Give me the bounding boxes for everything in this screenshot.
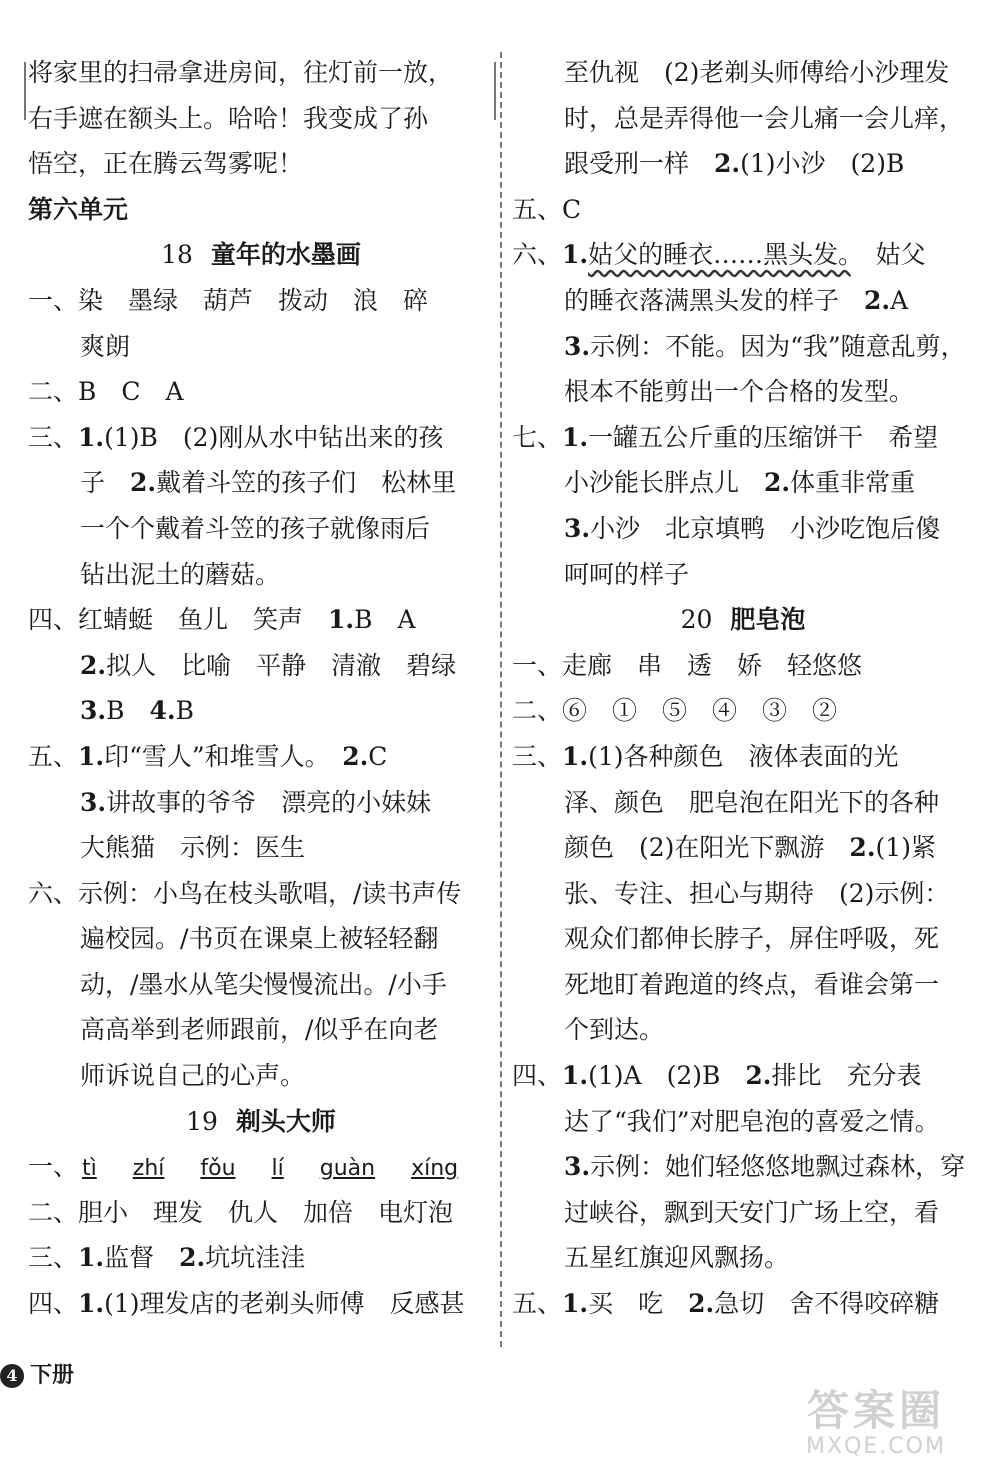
text-line: 爽朗 bbox=[80, 331, 131, 361]
text-line: 2.拟人 比喻 平静 清澈 碧绿 bbox=[80, 650, 457, 680]
watermark-url: MXQE.COM bbox=[806, 1434, 946, 1459]
left-column bbox=[28, 50, 494, 1327]
text-line: 四、1.(1)A (2)B 2.排比 充分表 bbox=[512, 1061, 922, 1091]
watermark-text: 答案圈 bbox=[806, 1386, 945, 1435]
text-line: 高高举到老师跟前，/似乎在向老 bbox=[80, 1015, 439, 1045]
text-line: 师诉说自己的心声。 bbox=[80, 1061, 306, 1091]
column-divider bbox=[500, 52, 502, 1347]
pinyin-item: tì bbox=[82, 1156, 97, 1182]
text-line: 五、1.买 吃 2.急切 舍不得咬碎糖 bbox=[512, 1289, 940, 1319]
pinyin-line: 一、 tì zhí fǒu lí guàn xíng bbox=[28, 1144, 494, 1190]
unit-heading: 第六单元 bbox=[28, 194, 129, 224]
text-line: 呵呵的样子 bbox=[564, 559, 690, 589]
text-line: 根本不能剪出一个合格的发型。 bbox=[564, 377, 915, 407]
text-line: 动，/墨水从笔尖慢慢流出。/小手 bbox=[80, 969, 447, 999]
volume-label: 下册 bbox=[30, 1362, 75, 1388]
text-line: 泽、颜色 肥皂泡在阳光下的各种 bbox=[564, 787, 940, 817]
text-line: 二、B C A bbox=[28, 377, 184, 407]
pinyin-item: fǒu bbox=[200, 1156, 236, 1182]
pinyin-item: zhí bbox=[132, 1156, 165, 1182]
lesson-20-title: 20 肥皂泡 bbox=[680, 605, 806, 635]
text-line: 子 2.戴着斗笠的孩子们 松林里 bbox=[80, 468, 457, 498]
text-line: 时，总是弄得他一会儿痛一会儿痒， bbox=[564, 103, 965, 133]
text-line: 三、1.(1)B (2)刚从水中钻出来的孩 bbox=[28, 422, 444, 452]
text-line: 3.小沙 北京填鸭 小沙吃饱后傻 bbox=[564, 513, 941, 543]
right-column bbox=[512, 50, 974, 1327]
text-line: 三、1.监督 2.坑坑洼洼 bbox=[28, 1243, 306, 1273]
text-line: 五星红旗迎风飘扬。 bbox=[564, 1243, 790, 1273]
pinyin-item: lí bbox=[271, 1156, 284, 1182]
lesson-18-title: 18 童年的水墨画 bbox=[161, 240, 361, 270]
text-line: 跟受刑一样 2.(1)小沙 (2)B bbox=[564, 149, 905, 179]
wavy-underlined-text: 姑父的睡衣……黑头发。 bbox=[588, 240, 851, 270]
lesson-19-title: 19 剃头大师 bbox=[186, 1106, 336, 1136]
text-line: 一个个戴着斗笠的孩子就像雨后 bbox=[80, 513, 431, 543]
text-line: 六、1.姑父的睡衣……黑头发。 姑父 bbox=[512, 240, 926, 270]
text-line: 三、1.(1)各种颜色 液体表面的光 bbox=[512, 741, 899, 771]
text-line: 的睡衣落满黑头发的样子 2.A bbox=[564, 285, 909, 315]
text-line: 钻出泥土的蘑菇。 bbox=[80, 559, 281, 589]
text-line: 遍校园。/书页在课桌上被轻轻翻 bbox=[80, 924, 439, 954]
text-line: 个到达。 bbox=[564, 1015, 665, 1045]
text-line: 一、染 墨绿 葫芦 拨动 浪 碎 bbox=[28, 285, 429, 315]
text-line: 二、胆小 理发 仇人 加倍 电灯泡 bbox=[28, 1197, 454, 1227]
pinyin-item: xíng bbox=[411, 1156, 459, 1182]
watermark bbox=[768, 1388, 984, 1460]
text-line: 四、红蜻蜓 鱼儿 笑声 1.B A bbox=[28, 605, 416, 635]
text-line: 3.示例：她们轻悠悠地飘过森林，穿 bbox=[564, 1152, 966, 1182]
text-line: 悟空，正在腾云驾雾呢！ bbox=[28, 149, 304, 179]
text-line: 四、1.(1)理发店的老剃头师傅 反感甚 bbox=[28, 1289, 465, 1319]
text-line: 3.B 4.B bbox=[80, 696, 194, 726]
text-line: 右手遮在额头上。哈哈！我变成了孙 bbox=[28, 103, 429, 133]
left-margin-bar bbox=[24, 62, 26, 120]
text-line: 一、走廊 串 透 娇 轻悠悠 bbox=[512, 650, 863, 680]
text-line: 3.讲故事的爷爷 漂亮的小妹妹 bbox=[80, 787, 432, 817]
text-line: 至仇视 (2)老剃头师傅给小沙理发 bbox=[564, 58, 950, 87]
pinyin-item: guàn bbox=[319, 1156, 376, 1182]
text-line: 二、⑥ ① ⑤ ④ ③ ② bbox=[512, 696, 838, 726]
text-line: 小沙能长胖点儿 2.体重非常重 bbox=[564, 468, 916, 498]
text-line: 大熊猫 示例：医生 bbox=[80, 833, 306, 863]
text-line: 3.示例：不能。因为“我”随意乱剪， bbox=[564, 331, 966, 361]
page-footer bbox=[0, 1358, 74, 1389]
text-line: 七、1.一罐五公斤重的压缩饼干 希望 bbox=[512, 422, 939, 452]
text-line: 达了“我们”对肥皂泡的喜爱之情。 bbox=[564, 1106, 940, 1136]
text-line: 五、1.印“雪人”和堆雪人。 2.C bbox=[28, 741, 388, 771]
page-number-badge: 4 bbox=[0, 1364, 24, 1388]
left-column-bar bbox=[494, 62, 496, 120]
text-line: 观众们都伸长脖子，屏住呼吸，死 bbox=[564, 924, 940, 954]
text-line: 张、专注、担心与期待 (2)示例： bbox=[564, 878, 950, 908]
text-line: 过峡谷，飘到天安门广场上空，看 bbox=[564, 1197, 940, 1227]
text-line: 颜色 (2)在阳光下飘游 2.(1)紧 bbox=[564, 833, 936, 863]
text-line: 六、示例：小鸟在枝头歌唱，/读书声传 bbox=[28, 878, 462, 908]
text-line: 五、C bbox=[512, 194, 582, 224]
text-line: 死地盯着跑道的终点，看谁会第一 bbox=[564, 969, 940, 999]
text-line: 将家里的扫帚拿进房间，往灯前一放， bbox=[28, 58, 454, 87]
